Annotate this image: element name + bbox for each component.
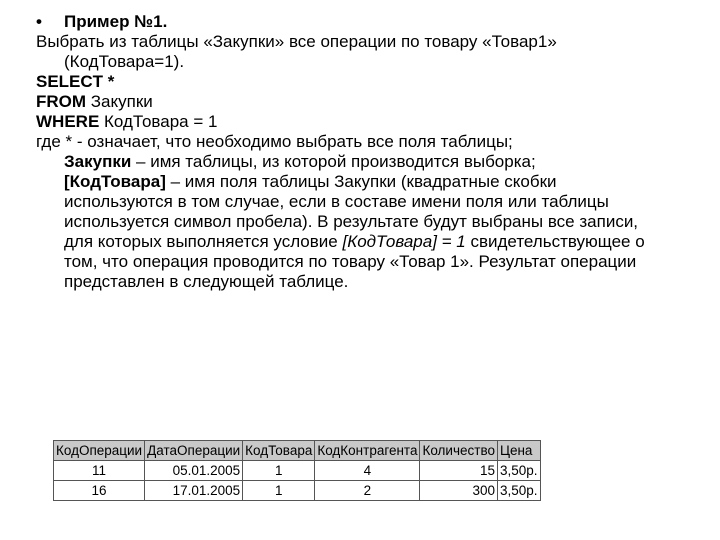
sql-where-value: КодТовара = 1 xyxy=(99,112,218,131)
cell-kolichestvo: 15 xyxy=(420,461,498,481)
bullet-icon: • xyxy=(36,12,42,31)
field-condition: [КодТовара] = 1 xyxy=(342,232,466,251)
field-explanation xyxy=(36,172,664,292)
example-title xyxy=(36,12,686,32)
table-row xyxy=(54,481,541,501)
example-title-text: Пример №1. xyxy=(64,12,168,31)
sql-where-keyword: WHERE xyxy=(36,112,100,131)
sql-from xyxy=(36,92,686,112)
table-header-row xyxy=(54,441,541,461)
zakupki-desc: – имя таблицы, из которой производится выборка; xyxy=(131,152,536,171)
sql-from-value: Закупки xyxy=(86,92,153,111)
cell-kolichestvo: 300 xyxy=(420,481,498,501)
cell-data-operacii: 17.01.2005 xyxy=(145,481,243,501)
task-line-2: (КодТовара=1). xyxy=(64,52,185,71)
header-cell: КодОперации xyxy=(54,441,145,461)
field-term: [КодТовара] xyxy=(64,172,166,191)
cell-kod-operacii: 11 xyxy=(54,461,145,481)
text-block xyxy=(36,12,686,292)
field-desc-2: свидетельствующее о том, что операция проводится по товару «Товар 1». Результат операции представлен в следующей таблице. xyxy=(64,232,645,291)
task-line-1: Выбрать из таблицы «Закупки» все операции по товару «Товар1» xyxy=(36,32,557,51)
header-cell: Цена xyxy=(497,441,540,461)
sql-where xyxy=(36,112,686,132)
header-cell: Количество xyxy=(420,441,498,461)
cell-data-operacii: 05.01.2005 xyxy=(145,461,243,481)
cell-kod-tovara: 1 xyxy=(243,481,315,501)
header-cell: КодТовара xyxy=(243,441,315,461)
zakupki-explanation xyxy=(36,152,664,172)
result-table xyxy=(53,440,541,501)
cell-cena: 3,50р. xyxy=(497,461,540,481)
sql-select: SELECT * xyxy=(36,72,115,91)
sql-from-keyword: FROM xyxy=(36,92,87,111)
zakupki-term: Закупки xyxy=(64,152,132,171)
cell-kod-kontragenta: 2 xyxy=(315,481,420,501)
cell-cena: 3,50р. xyxy=(497,481,540,501)
cell-kod-operacii: 16 xyxy=(54,481,145,501)
cell-kod-tovara: 1 xyxy=(243,461,315,481)
field-desc-1: – имя поля таблицы Закупки (квадратные скобки используются в том случае, если в составе имени поля или таблицы используется символ пробела). В результате будут выбраны все записи, для которых выполняется условие xyxy=(64,172,639,251)
cell-kod-kontragenta: 4 xyxy=(315,461,420,481)
where-explanation: где * - означает, что необходимо выбрать все поля таблицы; xyxy=(36,132,513,151)
header-cell: КодКонтрагента xyxy=(315,441,420,461)
header-cell: ДатаОперации xyxy=(145,441,243,461)
table-row xyxy=(54,461,541,481)
